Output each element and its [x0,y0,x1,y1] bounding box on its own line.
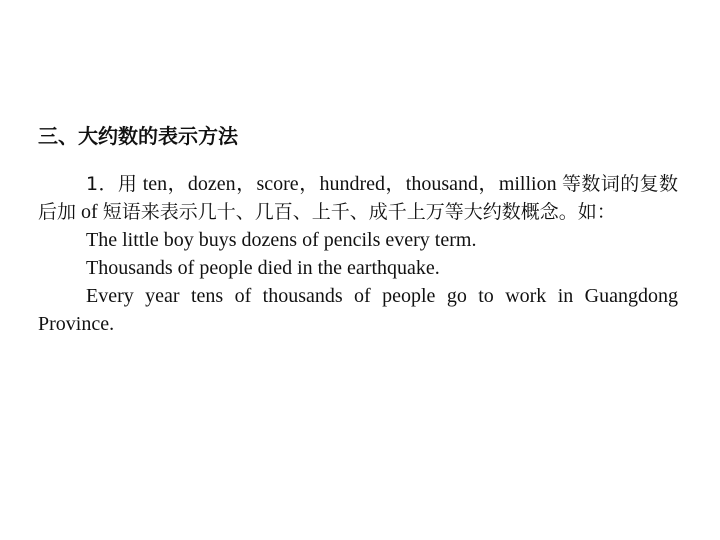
rule-words: ten，dozen，score，hundred，thousand，million [137,173,562,195]
rule-paragraph [38,170,678,226]
example-sentence-2: Thousands of people died in the earthquake. [86,257,440,279]
rule-text-1: 等数词的复数后加 [38,173,678,223]
content-body [38,170,678,338]
example-sentence-3: Every year tens of thousands of people go to work in Guangdong Province. [38,285,678,335]
rule-of: of [76,201,103,223]
section-heading: 三、大约数的表示方法 [38,124,238,148]
rule-text-2: 短语来表示几十、几百、上千、成千上万等大约数概念。如： [102,201,616,223]
rule-number: 1．用 [86,173,138,195]
example-sentence-1: The little boy buys dozens of pencils every term. [86,229,477,251]
